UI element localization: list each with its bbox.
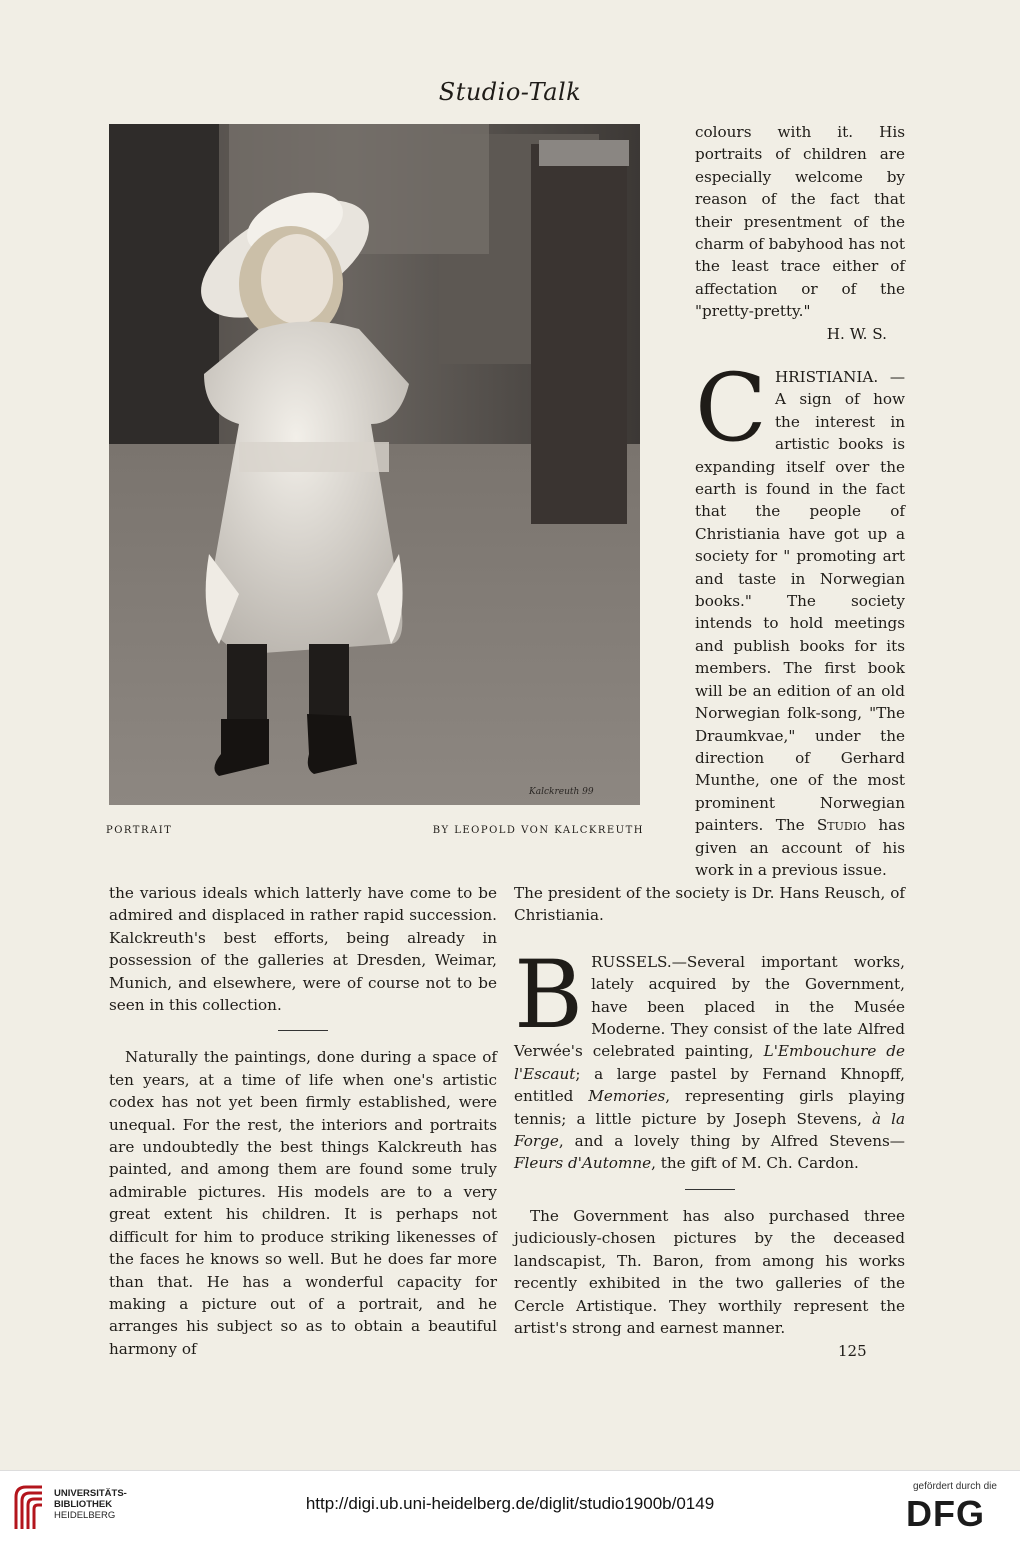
svg-text:Kalckreuth 99: Kalckreuth 99 <box>529 787 594 797</box>
christiania-section <box>695 354 906 881</box>
studio-ref-pre: The <box>775 816 805 835</box>
permalink-url[interactable]: http://digi.ub.uni-heidelberg.de/diglit/studio1900b/0149 <box>305 1494 715 1513</box>
dfg-logo[interactable]: DFG <box>906 1493 985 1534</box>
plate-caption-artist: BY LEOPOLD VON KALCKREUTH <box>432 825 644 836</box>
christiania-continued: The president of the society is Dr. Hans Reusch, of Christiania. <box>514 884 905 925</box>
brussels-heading: RUSSELS. <box>591 952 672 971</box>
brussels-dropcap: B <box>514 940 584 1050</box>
plate-caption-title: PORTRAIT <box>106 825 173 836</box>
christiania-heading: HRISTIANIA. <box>774 368 879 386</box>
left-paragraph-1: the various ideals which latterly have come to be admired and displaced in rather rapid succession. Kalckreuth's best efforts, being already in possession of the galleries at Dresden, Weimar, Munich, and elsewhere, were of course not to be seen in this collection. <box>109 884 497 1015</box>
christiania-dropcap: C <box>695 354 767 463</box>
closing-paragraph: colours with it. His portraits of children are especially welcome by reason of the fact that their presentment of the charm of babyhood has not the least trace either of affectation or of the "pretty-pretty." <box>695 123 905 321</box>
brussels-text-3: , representing girls playing tennis; a little picture by Joseph Stevens, <box>514 1087 906 1128</box>
studio-ref-name: Studio <box>816 816 867 835</box>
brussels-text-1: —Several important works, lately acquired by the Government, have been placed in the Musée Moderne. They consist of the late Alfred Verwée's celebrated painting, <box>514 952 905 1061</box>
section-divider <box>278 1030 328 1031</box>
child-portrait-image <box>109 124 640 805</box>
artwork-title-1: L'Embouchure de l'Escaut <box>514 1042 906 1083</box>
brussels-text-4: , and a lovely thing by Alfred Stevens— <box>558 1132 905 1151</box>
artwork-title-4: Fleurs d'Automne <box>514 1154 652 1173</box>
studio-ref-post: has given an account of his work in a previous issue. <box>695 816 906 879</box>
brussels-text-5: , the gift of M. Ch. Cardon. <box>651 1154 859 1173</box>
right-column-top <box>695 121 905 345</box>
section-divider-2 <box>685 1189 735 1190</box>
running-head: Studio-Talk <box>438 78 582 106</box>
left-column <box>109 882 497 1360</box>
left-paragraph-2: Naturally the paintings, done during a space of ten years, at a time of life when one's artistic codex has not yet been firmly established, were unequal. For the rest, the interiors and portraits are undoubtedly the best things Kalckreuth has painted, and among them are found some truly admirable pictures. His models are to a very great extent his children. It is perhaps not difficult for him to produce striking likenesses of the faces he knows so well. But he does far more than that. He has a wonderful capacity for making a picture out of a portrait, and he arranges his subject so as to obtain a beautiful harmony of <box>109 1048 497 1358</box>
library-name-line-2: BIBLIOTHEK <box>54 1499 113 1510</box>
digitization-footer <box>0 1470 1020 1546</box>
author-signature: H. W. S. <box>826 324 887 343</box>
artwork-title-2: Memories <box>588 1087 666 1106</box>
brussels-text-2: ; a large pastel by Fernand Khnopff, entitled <box>514 1064 905 1106</box>
library-name-line-1: UNIVERSITÄTS- <box>54 1488 127 1499</box>
portrait-plate <box>109 124 640 805</box>
christiania-body: — A sign of how the interest in artistic books is expanding itself over the earth is found in the fact that the people of Christiania have got up a society for " promoting art and taste in Norwegian books." The society intends to hold meetings and publish books for its members. The first book will be an edition of an old Norwegian folk-song, "The Draumkvae," under the direction of Gerhard Munthe, one of the most prominent Norwegian painters. <box>695 368 905 835</box>
brussels-paragraph-2: The Government has also purchased three judiciously-chosen pictures by the deceased landscapist, Th. Baron, from among his works recently exhibited in the two galleries of the Cercle Artistique. They worthily represent the artist's strong and earnest manner. <box>514 1206 905 1337</box>
page-number: 125 <box>838 1342 867 1360</box>
right-column-lower <box>514 882 905 1339</box>
funding-note: gefördert durch die <box>913 1481 997 1492</box>
library-name-line-3: HEIDELBERG <box>54 1510 116 1521</box>
artwork-title-3: à la Forge <box>514 1109 906 1151</box>
brussels-paragraph-1 <box>514 940 906 1175</box>
